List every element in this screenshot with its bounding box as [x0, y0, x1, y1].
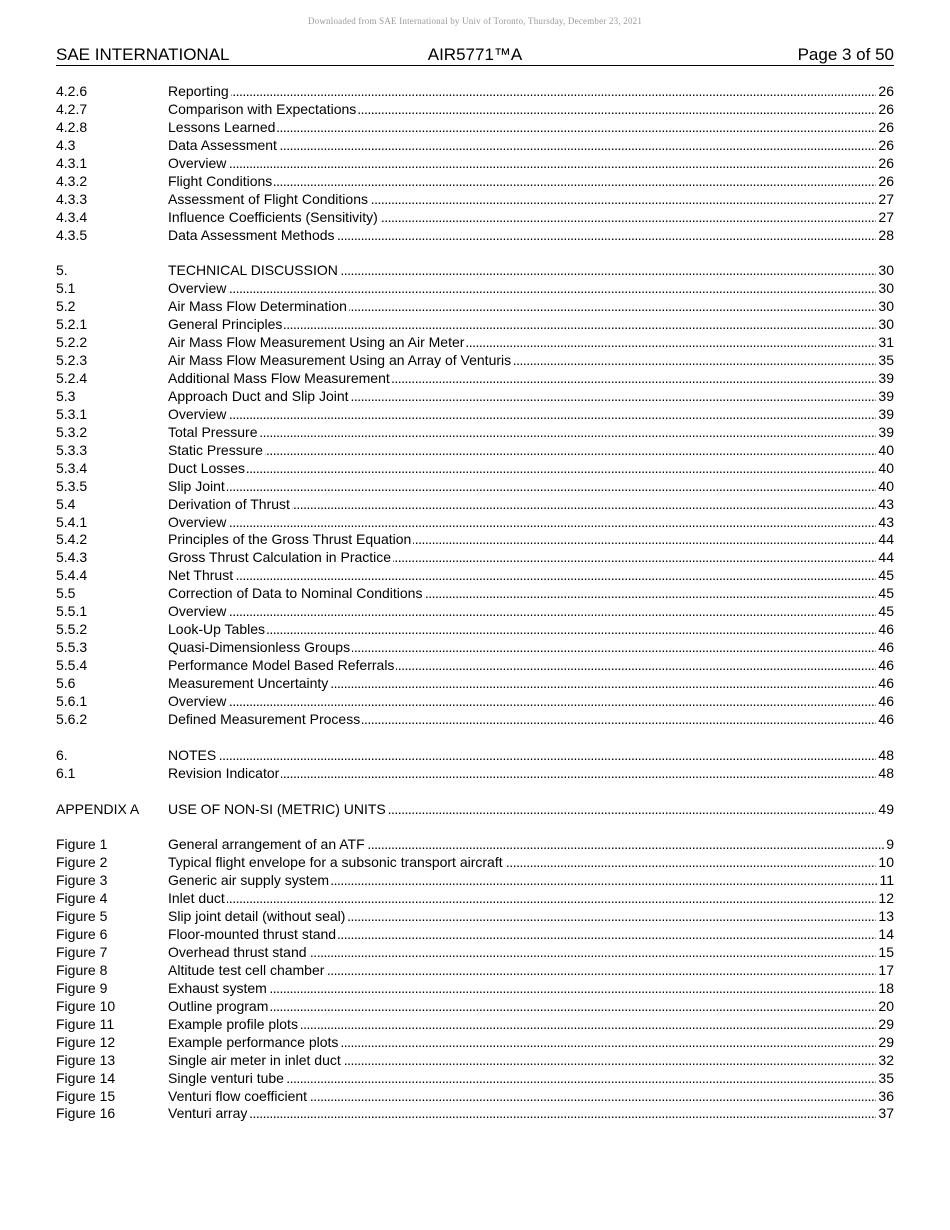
toc-entry-leader	[168, 585, 894, 603]
toc-entry-leader	[168, 406, 894, 424]
toc-entry-leader	[168, 316, 894, 334]
toc-entry[interactable]	[56, 908, 894, 926]
toc-entry-leader	[168, 657, 894, 675]
toc-entry[interactable]	[56, 370, 894, 388]
toc-entry-leader	[168, 280, 894, 298]
toc-entry-title: Inlet duct	[168, 890, 225, 907]
toc-entry-number: 5.5.4	[56, 657, 88, 673]
document-id: AIR5771™A	[427, 45, 523, 64]
toc-entry-title: Slip joint detail (without seal)	[168, 908, 346, 925]
toc-entry[interactable]	[56, 549, 894, 567]
toc-entry-leader	[168, 1034, 894, 1052]
toc-entry-title: Performance Model Based Referrals	[168, 657, 395, 673]
toc-entry-page: 27	[878, 190, 894, 207]
toc-entry-leader	[168, 1105, 894, 1123]
toc-entry-page: 39	[878, 370, 894, 386]
toc-entry-title: Overview	[168, 603, 227, 620]
toc-entry-number: Figure 2	[56, 854, 108, 871]
toc-entry-leader	[168, 334, 894, 352]
toc-entry-page: 45	[878, 585, 894, 602]
toc-entry-number: 6.	[56, 746, 68, 763]
toc-entry-leader	[168, 765, 894, 783]
toc-entry-leader	[168, 980, 894, 998]
toc-entry-leader	[168, 872, 894, 890]
toc-entry-number: 4.2.8	[56, 118, 88, 135]
toc-entry[interactable]	[56, 424, 894, 442]
toc-entry[interactable]	[56, 693, 894, 711]
toc-entry-title: TECHNICAL DISCUSSION	[168, 262, 338, 279]
toc-entry-page: 30	[878, 316, 894, 333]
toc-entry[interactable]	[56, 836, 894, 854]
toc-entry[interactable]	[56, 352, 894, 370]
toc-entry-page: 13	[878, 908, 894, 925]
toc-entry-title: Reporting	[168, 83, 229, 99]
toc-entry-page: 46	[878, 639, 894, 656]
toc-entry-leader	[168, 352, 894, 370]
toc-entry-title: Typical flight envelope for a subsonic transport aircraft	[168, 854, 503, 871]
toc-entry-page: 46	[878, 657, 894, 673]
toc-entry-page: 31	[878, 334, 894, 351]
toc-entry-leader	[168, 711, 894, 729]
toc-entry-number: 5.2.2	[56, 334, 88, 351]
toc-entry[interactable]	[56, 227, 894, 245]
toc-entry-page: 39	[878, 423, 894, 440]
toc-entry-page: 26	[878, 100, 894, 117]
toc-entry-title: Single air meter in inlet duct	[168, 1051, 341, 1068]
toc-entry-page: 14	[878, 926, 894, 943]
toc-entry-page: 46	[878, 621, 894, 638]
toc-entry-title: USE OF NON-SI (METRIC) UNITS	[168, 800, 386, 817]
toc-entry-number: 5.4.2	[56, 531, 88, 548]
toc-entry[interactable]	[56, 460, 894, 478]
toc-entry-page: 26	[878, 172, 894, 189]
toc-entry-number: 5.6	[56, 674, 76, 691]
toc-entry-leader	[168, 424, 894, 442]
toc-entry-number: 5.3.5	[56, 477, 88, 494]
toc-entry-page: 39	[878, 387, 894, 404]
toc-entry[interactable]	[56, 514, 894, 532]
toc-entry[interactable]	[56, 890, 894, 908]
toc-entry-leader	[168, 908, 894, 926]
toc-entry-leader	[168, 675, 894, 693]
toc-entry-number: 5.4.1	[56, 513, 88, 530]
toc-entry-page: 40	[878, 441, 894, 458]
toc-entry-number: 5.5	[56, 585, 76, 602]
toc-entry-leader	[168, 155, 894, 173]
toc-entry-number: 5.4.3	[56, 549, 88, 566]
toc-entry[interactable]	[56, 406, 894, 424]
toc-entry[interactable]	[56, 280, 894, 298]
toc-entry-leader	[168, 926, 894, 944]
toc-entry[interactable]	[56, 334, 894, 352]
toc-entry-page: 44	[878, 549, 894, 566]
toc-entry-title: Duct Losses	[168, 459, 246, 476]
toc-entry-leader	[168, 1070, 894, 1088]
toc-entry-page: 40	[878, 477, 894, 494]
toc-entry-title: Correction of Data to Nominal Conditions	[168, 585, 423, 602]
toc-entry-title: Data Assessment Methods	[168, 226, 335, 243]
toc-entry-leader	[168, 119, 894, 137]
toc-entry-number: Figure 13	[56, 1051, 116, 1068]
toc-entry-number: 4.2.6	[56, 83, 88, 99]
toc-entry-leader	[168, 747, 894, 765]
toc-entry-title: Example performance plots	[168, 1033, 339, 1050]
toc-entry-page: 29	[878, 1033, 894, 1050]
toc-entry-page: 46	[878, 710, 894, 727]
toc-entry-title: Air Mass Flow Measurement Using an Air Meter	[168, 334, 465, 351]
toc-entry-page: 46	[878, 674, 894, 691]
toc-entry[interactable]	[56, 639, 894, 657]
toc-entry-page: 20	[878, 997, 894, 1014]
table-of-contents	[56, 83, 894, 1123]
toc-entry-leader	[168, 209, 894, 227]
toc-entry-page: 35	[878, 352, 894, 369]
toc-entry-number: Figure 1	[56, 836, 108, 853]
toc-entry-page: 32	[878, 1051, 894, 1068]
toc-entry-number: 4.3.1	[56, 154, 88, 171]
toc-entry-leader	[168, 1088, 894, 1106]
toc-entry-leader	[168, 514, 894, 532]
toc-entry-title: Outline program	[168, 997, 269, 1014]
toc-entry[interactable]	[56, 621, 894, 639]
toc-entry-number: 5.6.2	[56, 710, 88, 727]
toc-entry-title: Gross Thrust Calculation in Practice	[168, 549, 392, 566]
toc-entry-title: Air Mass Flow Determination	[168, 298, 347, 315]
toc-entry-leader	[168, 101, 894, 119]
toc-entry-number: 4.3.3	[56, 190, 88, 207]
toc-entry-page: 26	[878, 83, 894, 99]
toc-entry-page: 46	[878, 692, 894, 709]
toc-entry-number: 5.2.1	[56, 316, 88, 333]
toc-entry-title: Generic air supply system	[168, 872, 330, 889]
toc-entry-title: Measurement Uncertainty	[168, 674, 329, 691]
toc-entry-number: 5.5.1	[56, 603, 88, 620]
toc-entry-leader	[168, 531, 894, 549]
toc-entry-title: Static Pressure	[168, 441, 263, 458]
toc-entry[interactable]	[56, 657, 894, 675]
toc-entry-number: 5.2	[56, 298, 76, 315]
toc-entry[interactable]	[56, 1088, 894, 1106]
toc-entry-page: 30	[878, 262, 894, 279]
toc-entry-page: 26	[878, 136, 894, 153]
toc-entry-title: Venturi flow coefficient	[168, 1087, 308, 1104]
toc-entry[interactable]	[56, 137, 894, 155]
toc-entry-title: Revision Indicator	[168, 764, 280, 781]
toc-entry-title: Approach Duct and Slip Joint	[168, 387, 349, 404]
toc-entry-page: 37	[878, 1105, 894, 1122]
toc-entry-page: 30	[878, 298, 894, 315]
toc-entry-title: Altitude test cell chamber	[168, 961, 325, 978]
toc-entry[interactable]	[56, 442, 894, 460]
toc-entry-title: Slip Joint	[168, 477, 225, 494]
toc-entry-title: Overview	[168, 405, 227, 422]
toc-entry[interactable]	[56, 603, 894, 621]
toc-entry-leader	[168, 173, 894, 191]
toc-entry[interactable]	[56, 1052, 894, 1070]
toc-entry[interactable]	[56, 998, 894, 1016]
toc-entry-title: Quasi-Dimensionless Groups	[168, 639, 351, 656]
toc-entry[interactable]	[56, 191, 894, 209]
toc-entry[interactable]	[56, 262, 894, 280]
toc-entry-leader	[168, 854, 894, 872]
organization-name: SAE INTERNATIONAL	[56, 45, 230, 64]
toc-entry-page: 45	[878, 603, 894, 620]
toc-entry-number: Figure 6	[56, 926, 108, 943]
toc-entry-title: General arrangement of an ATF	[168, 836, 365, 853]
toc-entry-page: 36	[878, 1087, 894, 1104]
page-header	[56, 44, 894, 66]
toc-entry[interactable]	[56, 675, 894, 693]
toc-entry-number: Figure 16	[56, 1105, 116, 1122]
toc-entry-number: 5.3.2	[56, 423, 88, 440]
toc-entry-leader	[168, 370, 894, 388]
toc-entry-number: 5.2.3	[56, 352, 88, 369]
toc-entry-number: Figure 14	[56, 1069, 116, 1086]
toc-entry-number: 5.6.1	[56, 692, 88, 709]
toc-entry-leader	[168, 962, 894, 980]
toc-entry[interactable]	[56, 173, 894, 191]
toc-entry-leader	[168, 567, 894, 585]
toc-entry-leader	[168, 693, 894, 711]
toc-entry[interactable]	[56, 747, 894, 765]
toc-entry-title: Example profile plots	[168, 1015, 298, 1032]
toc-entry-title: Floor-mounted thrust stand	[168, 926, 337, 943]
toc-entry-number: 5.1	[56, 280, 76, 297]
toc-entry[interactable]	[56, 962, 894, 980]
toc-entry-title: Data Assessment	[168, 136, 277, 153]
toc-entry[interactable]	[56, 926, 894, 944]
toc-entry[interactable]	[56, 119, 894, 137]
toc-entry-leader	[168, 621, 894, 639]
toc-entry-page: 43	[878, 513, 894, 530]
toc-entry-page: 44	[878, 531, 894, 548]
toc-entry-number: 5.3.3	[56, 441, 88, 458]
toc-entry-title: Derivation of Thrust	[168, 495, 290, 512]
toc-entry-leader	[168, 191, 894, 209]
toc-entry-page: 26	[878, 118, 894, 135]
toc-entry-number: Figure 4	[56, 890, 108, 907]
toc-entry-number: Figure 11	[56, 1015, 115, 1032]
toc-entry-leader	[168, 227, 894, 245]
toc-entry-number: 5.4.4	[56, 567, 88, 584]
toc-entry-leader	[168, 478, 894, 496]
toc-entry-leader	[168, 298, 894, 316]
toc-entry-page: 9	[886, 836, 894, 853]
toc-entry-title: Net Thrust	[168, 567, 234, 584]
toc-entry[interactable]	[56, 801, 894, 819]
toc-entry[interactable]	[56, 872, 894, 890]
toc-entry-page: 28	[878, 226, 894, 243]
toc-entry-leader	[168, 262, 894, 280]
toc-entry[interactable]	[56, 478, 894, 496]
toc-entry-title: NOTES	[168, 746, 217, 763]
toc-entry-number: 5.2.4	[56, 370, 88, 386]
toc-entry[interactable]	[56, 567, 894, 585]
toc-entry-leader	[168, 639, 894, 657]
toc-entry-title: Influence Coefficients (Sensitivity)	[168, 208, 378, 225]
toc-entry[interactable]	[56, 944, 894, 962]
toc-entry-page: 26	[878, 154, 894, 171]
toc-entry-title: Additional Mass Flow Measurement	[168, 370, 390, 386]
toc-entry-page: 11	[879, 872, 894, 889]
toc-entry-number: 5.	[56, 262, 68, 279]
toc-entry-leader	[168, 549, 894, 567]
toc-entry-number: APPENDIX A	[56, 800, 140, 817]
toc-entry-title: General Principles	[168, 316, 283, 333]
toc-entry-number: 6.1	[56, 764, 76, 781]
toc-entry-number: Figure 8	[56, 961, 108, 978]
toc-entry[interactable]	[56, 585, 894, 603]
toc-entry-number: 4.3	[56, 136, 76, 153]
toc-entry-title: Overhead thrust stand	[168, 944, 307, 960]
toc-entry-title: Overview	[168, 513, 227, 530]
toc-entry-page: 35	[878, 1069, 894, 1086]
toc-entry-page: 48	[878, 746, 894, 763]
toc-entry[interactable]	[56, 765, 894, 783]
toc-entry-title: Lessons Learned	[168, 118, 276, 135]
toc-entry-number: 5.3	[56, 387, 76, 404]
toc-entry-title: Air Mass Flow Measurement Using an Array of Venturis	[168, 352, 512, 369]
toc-entry-page: 40	[878, 459, 894, 476]
toc-entry-title: Single venturi tube	[168, 1069, 284, 1086]
toc-entry-page: 18	[878, 979, 894, 996]
toc-entry-page: 45	[878, 567, 894, 584]
toc-entry[interactable]	[56, 1016, 894, 1034]
toc-entry-title: Flight Conditions	[168, 172, 273, 189]
toc-entry-leader	[168, 998, 894, 1016]
toc-entry-leader	[168, 442, 894, 460]
toc-entry-number: 4.2.7	[56, 100, 88, 117]
toc-entry[interactable]	[56, 83, 894, 101]
toc-entry-page: 15	[878, 944, 894, 960]
toc-entry-title: Comparison with Expectations	[168, 100, 357, 117]
toc-entry-leader	[168, 890, 894, 908]
toc-entry[interactable]	[56, 1070, 894, 1088]
toc-entry[interactable]	[56, 1105, 894, 1123]
toc-entry-page: 30	[878, 280, 894, 297]
toc-entry-title: Look-Up Tables	[168, 621, 266, 638]
toc-entry-number: Figure 7	[56, 944, 108, 960]
page-number: Page 3 of 50	[797, 45, 894, 64]
toc-entry-number: Figure 5	[56, 908, 108, 925]
toc-entry[interactable]	[56, 101, 894, 119]
toc-entry[interactable]	[56, 854, 894, 872]
toc-entry-leader	[168, 603, 894, 621]
toc-entry-title: Exhaust system	[168, 979, 267, 996]
toc-entry-leader	[168, 496, 894, 514]
toc-entry[interactable]	[56, 531, 894, 549]
toc-entry[interactable]	[56, 316, 894, 334]
toc-entry[interactable]	[56, 496, 894, 514]
toc-entry-number: 4.3.4	[56, 208, 88, 225]
toc-entry[interactable]	[56, 980, 894, 998]
toc-entry-title: Overview	[168, 692, 227, 709]
toc-entry-number: 5.5.3	[56, 639, 88, 656]
toc-entry-leader	[168, 801, 894, 819]
toc-entry-number: 5.4	[56, 495, 76, 512]
toc-entry[interactable]	[56, 1034, 894, 1052]
toc-entry[interactable]	[56, 209, 894, 227]
toc-entry-leader	[168, 944, 894, 962]
toc-entry-title: Defined Measurement Process	[168, 710, 361, 727]
toc-entry-number: 5.5.2	[56, 621, 88, 638]
toc-entry-page: 17	[878, 961, 894, 978]
toc-entry-number: 5.3.4	[56, 459, 88, 476]
toc-entry-page: 49	[878, 800, 894, 817]
toc-entry-number: Figure 3	[56, 872, 108, 889]
toc-entry-page: 27	[878, 208, 894, 225]
toc-entry-number: Figure 10	[56, 997, 116, 1014]
toc-entry-number: 4.3.2	[56, 172, 88, 189]
download-watermark: Downloaded from SAE International by Univ of Toronto, Thursday, December 23, 2021	[307, 16, 643, 26]
toc-entry-leader	[168, 1016, 894, 1034]
toc-entry-page: 29	[878, 1015, 894, 1032]
toc-entry-page: 43	[878, 495, 894, 512]
toc-entry-number: Figure 15	[56, 1087, 116, 1104]
toc-entry[interactable]	[56, 711, 894, 729]
toc-entry-title: Venturi array	[168, 1105, 248, 1122]
toc-entry-number: Figure 9	[56, 979, 108, 996]
toc-entry-title: Principles of the Gross Thrust Equation	[168, 531, 412, 548]
toc-entry-page: 10	[878, 854, 894, 871]
toc-entry-title: Overview	[168, 280, 227, 297]
toc-entry-page: 12	[878, 890, 894, 907]
toc-entry-number: Figure 12	[56, 1033, 116, 1050]
toc-entry-title: Overview	[168, 154, 227, 171]
toc-entry-leader	[168, 460, 894, 478]
toc-entry-leader	[168, 836, 894, 854]
toc-entry-leader	[168, 137, 894, 155]
toc-entry-page: 48	[878, 764, 894, 781]
toc-entry[interactable]	[56, 388, 894, 406]
toc-entry-number: 5.3.1	[56, 405, 88, 422]
toc-entry-title: Total Pressure	[168, 423, 258, 440]
toc-entry-leader	[168, 388, 894, 406]
toc-entry-leader	[168, 1052, 894, 1070]
toc-entry[interactable]	[56, 298, 894, 316]
toc-entry-page: 39	[878, 405, 894, 422]
toc-entry-leader	[168, 83, 894, 101]
toc-entry-number: 4.3.5	[56, 226, 88, 243]
toc-entry[interactable]	[56, 155, 894, 173]
toc-entry-title: Assessment of Flight Conditions	[168, 190, 368, 207]
